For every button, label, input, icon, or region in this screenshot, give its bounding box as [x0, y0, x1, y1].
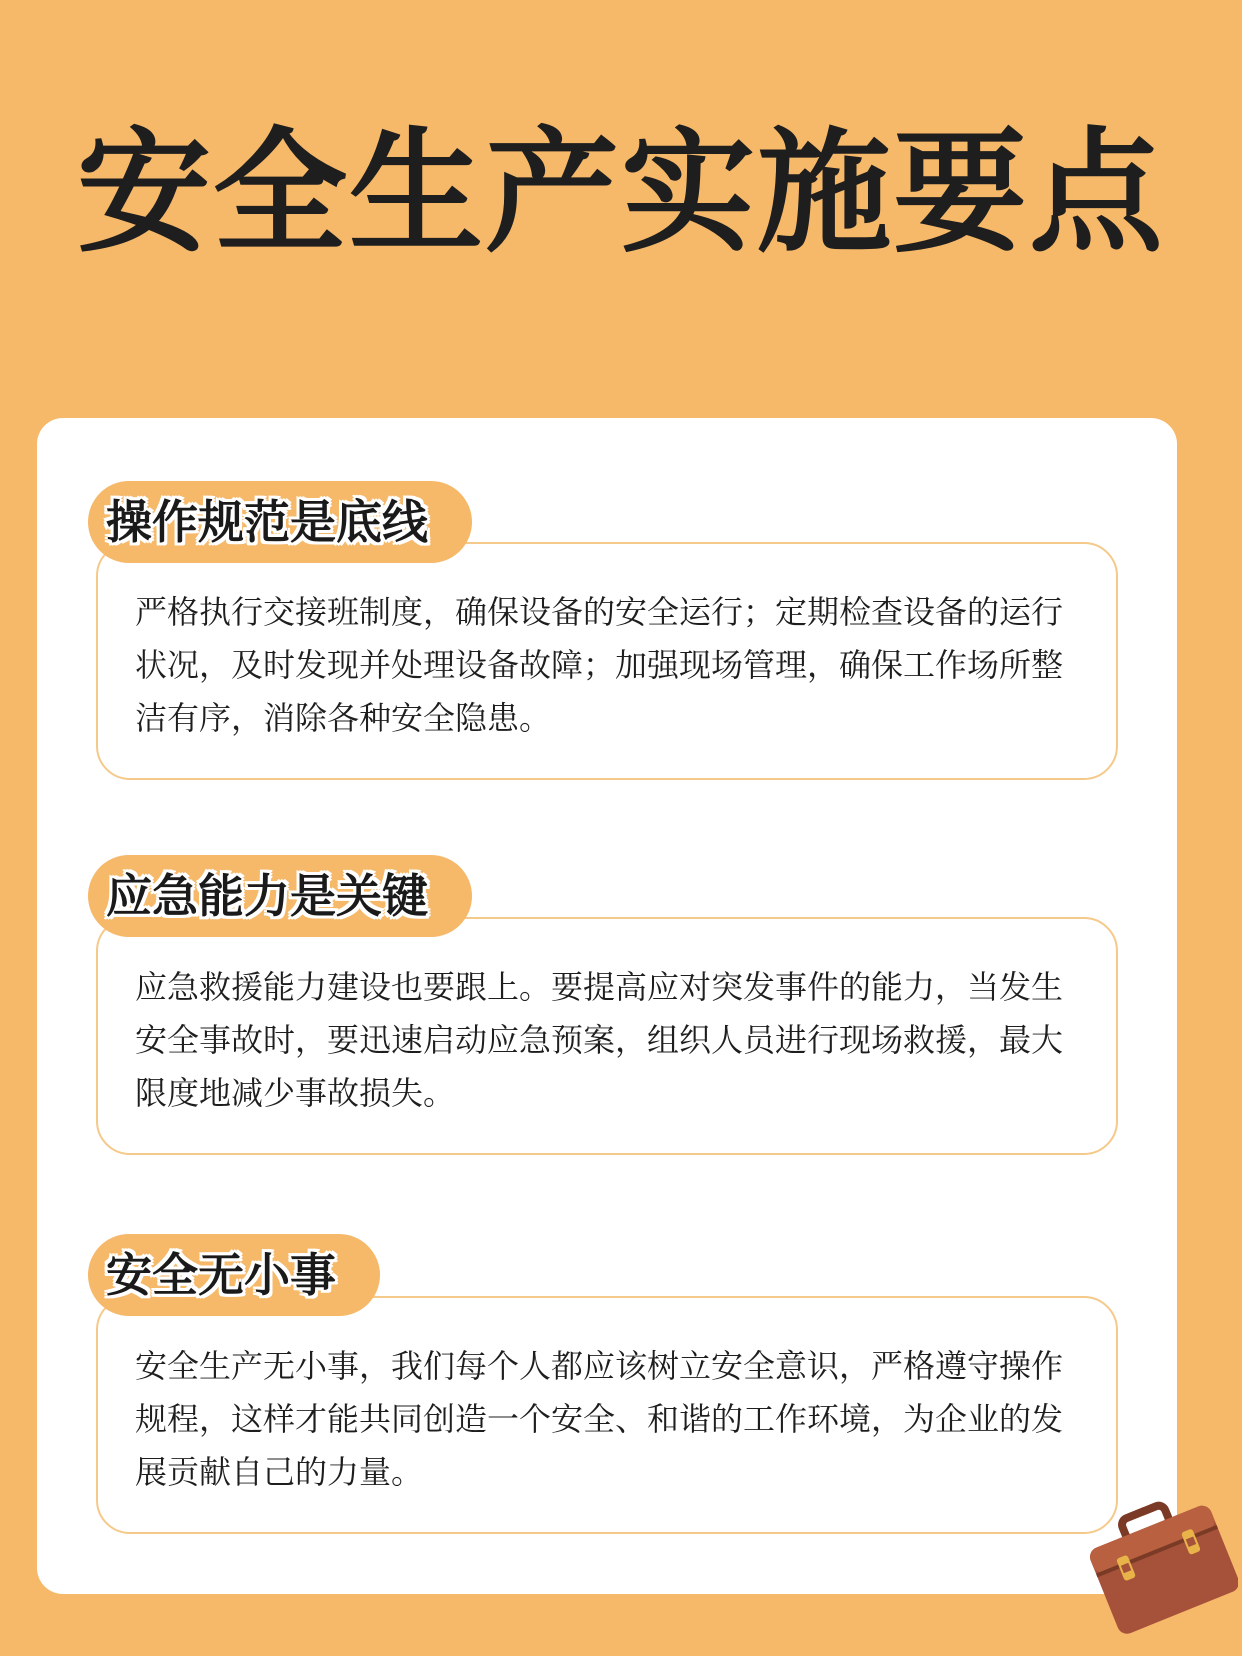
section-body-operation: 严格执行交接班制度，确保设备的安全运行；定期检查设备的运行状况，及时发现并处理设备故障；加强现场管理，确保工作场所整洁有序，消除各种安全隐患。	[135, 593, 1064, 737]
section-tag-safety: 安全无小事	[88, 1234, 380, 1316]
section-body-emergency: 应急救援能力建设也要跟上。要提高应对突发事件的能力，当发生安全事故时，要迅速启动应急预案，组织人员进行现场救援，最大限度地减少事故损失。	[135, 968, 1064, 1112]
page-title: 安全生产实施要点	[76, 115, 1165, 271]
section-tag-operation: 操作规范是底线	[88, 481, 472, 563]
briefcase-icon	[1088, 1486, 1238, 1636]
section-box-safety	[96, 1296, 1118, 1534]
section-tag-emergency: 应急能力是关键	[88, 855, 472, 937]
section-body-safety: 安全生产无小事，我们每个人都应该树立安全意识，严格遵守操作规程，这样才能共同创造一个安全、和谐的工作环境，为企业的发展贡献自己的力量。	[135, 1347, 1064, 1491]
section-box-operation	[96, 542, 1118, 780]
section-box-emergency	[96, 917, 1118, 1155]
